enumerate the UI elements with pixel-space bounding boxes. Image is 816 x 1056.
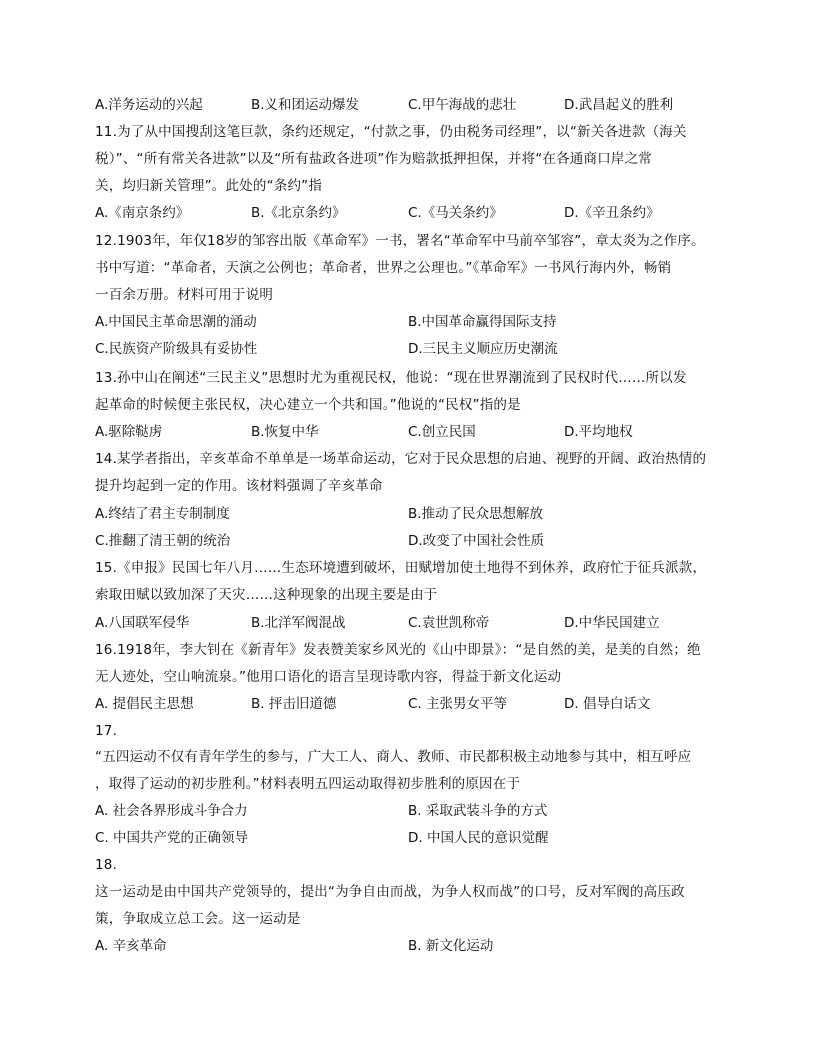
q16-stem-line: 无人迹处，空山响流泉。”他用口语化的语言呈现诗歌内容，得益于新文化运动 — [95, 669, 562, 685]
q17-option-c[interactable]: C. 中国共产党的正确领导 — [95, 830, 249, 846]
q14-option-b[interactable]: B.推动了民众思想解放 — [408, 506, 544, 522]
q16-option-c[interactable]: C. 主张男女平等 — [408, 696, 508, 712]
q10-option-a[interactable]: A.洋务运动的兴起 — [95, 97, 203, 113]
q11-stem-line: 税）”、“所有常关各进款”以及“所有盐政各进项”作为赔款抵押担保，并将“在各通商口岸之常 — [95, 151, 653, 167]
q11-option-b[interactable]: B.《北京条约》 — [251, 205, 346, 221]
q18-number: 18. — [95, 857, 118, 873]
q17-stem-line: “五四运动不仅有青年学生的参与，广大工人、商人、教师、市民都积极主动地参与其中，相互呼应 — [95, 749, 692, 765]
q13-option-d[interactable]: D.平均地权 — [564, 424, 633, 440]
q17-option-d[interactable]: D. 中国人民的意识觉醒 — [408, 830, 549, 846]
q12-option-a[interactable]: A.中国民主革命思潮的涌动 — [95, 314, 257, 330]
q17-number: 17. — [95, 723, 118, 739]
q15-stem-line: 15.《申报》民国七年八月……生态环境遭到破坏，田赋增加使土地得不到休养，政府忙于征兵派款， — [95, 560, 707, 576]
q18-option-b[interactable]: B. 新文化运动 — [408, 938, 494, 954]
q11-stem-line: 11.为了从中国搜刮这笔巨款，条约还规定，“付款之事，仍由税务司经理”，以“新关各进款（海关 — [95, 124, 687, 140]
q10-option-b[interactable]: B.义和团运动爆发 — [251, 97, 360, 113]
q12-option-c[interactable]: C.民族资产阶级具有妥协性 — [95, 341, 258, 357]
q12-option-d[interactable]: D.三民主义顺应历史潮流 — [408, 341, 558, 357]
q15-stem-line: 索取田赋以致加深了天灾……这种现象的出现主要是由于 — [95, 587, 438, 603]
q13-option-c[interactable]: C.创立民国 — [408, 424, 476, 440]
q14-stem-line: 14.某学者指出，辛亥革命不单单是一场革命运动，它对于民众思想的启迪、视野的开阔、政治热情的 — [95, 451, 707, 467]
q15-option-b[interactable]: B.北洋军阀混战 — [251, 615, 346, 631]
q14-option-c[interactable]: C.推翻了清王朝的统治 — [95, 533, 231, 549]
q13-stem-line: 起革命的时候便主张民权，决心建立一个共和国。”他说的“民权”指的是 — [95, 397, 521, 413]
q14-stem-line: 提升均起到一定的作用。该材料强调了辛亥革命 — [95, 478, 383, 494]
q10-option-d[interactable]: D.武昌起义的胜利 — [564, 97, 674, 113]
q18-stem-line: 这一运动是由中国共产党领导的，提出“为争自由而战，为争人权而战”的口号，反对军阀的高压政 — [95, 884, 685, 900]
q13-stem-line: 13.孙中山在阐述“三民主义”思想时尤为重视民权，他说：“现在世界潮流到了民权时代……所以发 — [95, 370, 687, 386]
q16-option-b[interactable]: B. 抨击旧道德 — [251, 696, 337, 712]
q12-option-b[interactable]: B.中国革命赢得国际支持 — [408, 314, 557, 330]
q13-option-a[interactable]: A.驱除鞑虏 — [95, 424, 163, 440]
q16-option-d[interactable]: D. 倡导白话文 — [564, 696, 651, 712]
q14-option-d[interactable]: D.改变了中国社会性质 — [408, 533, 545, 549]
q11-option-d[interactable]: D.《辛丑条约》 — [564, 205, 660, 221]
q15-option-c[interactable]: C.袁世凯称帝 — [408, 615, 490, 631]
q18-option-a[interactable]: A. 辛亥革命 — [95, 938, 167, 954]
q10-option-c[interactable]: C.甲午海战的悲壮 — [408, 97, 517, 113]
q12-stem-line: 一百余万册。材料可用于说明 — [95, 287, 274, 303]
q13-option-b[interactable]: B.恢复中华 — [251, 424, 319, 440]
q17-stem-line: ，取得了运动的初步胜利。”材料表明五四运动取得初步胜利的原因在于 — [95, 776, 521, 792]
q15-option-a[interactable]: A.八国联军侵华 — [95, 615, 190, 631]
q15-option-d[interactable]: D.中华民国建立 — [564, 615, 660, 631]
q16-stem-line: 16.1918年，李大钊在《新青年》发表赞美家乡风光的《山中即景》：“是自然的美，是美的自然；绝 — [95, 642, 701, 658]
q11-stem-line: 关，均归新关管理”。此处的“条约”指 — [95, 178, 323, 194]
q16-option-a[interactable]: A. 提倡民主思想 — [95, 696, 194, 712]
q17-option-b[interactable]: B. 采取武装斗争的方式 — [408, 803, 548, 819]
q11-option-a[interactable]: A.《南京条约》 — [95, 205, 190, 221]
q12-stem-line: 书中写道：“革命者，天演之公例也；革命者，世界之公理也。”《革命军》一书风行海内外，畅销 — [95, 260, 672, 276]
q18-stem-line: 策，争取成立总工会。这一运动是 — [95, 911, 301, 927]
q12-stem-line: 12.1903年，年仅18岁的邹容出版《革命军》一书，署名“革命军中马前卒邹容”，章太炎为之作序。 — [95, 233, 705, 249]
q14-option-a[interactable]: A.终结了君主专制制度 — [95, 506, 230, 522]
q11-option-c[interactable]: C.《马关条约》 — [408, 205, 503, 221]
q17-option-a[interactable]: A. 社会各界形成斗争合力 — [95, 803, 248, 819]
